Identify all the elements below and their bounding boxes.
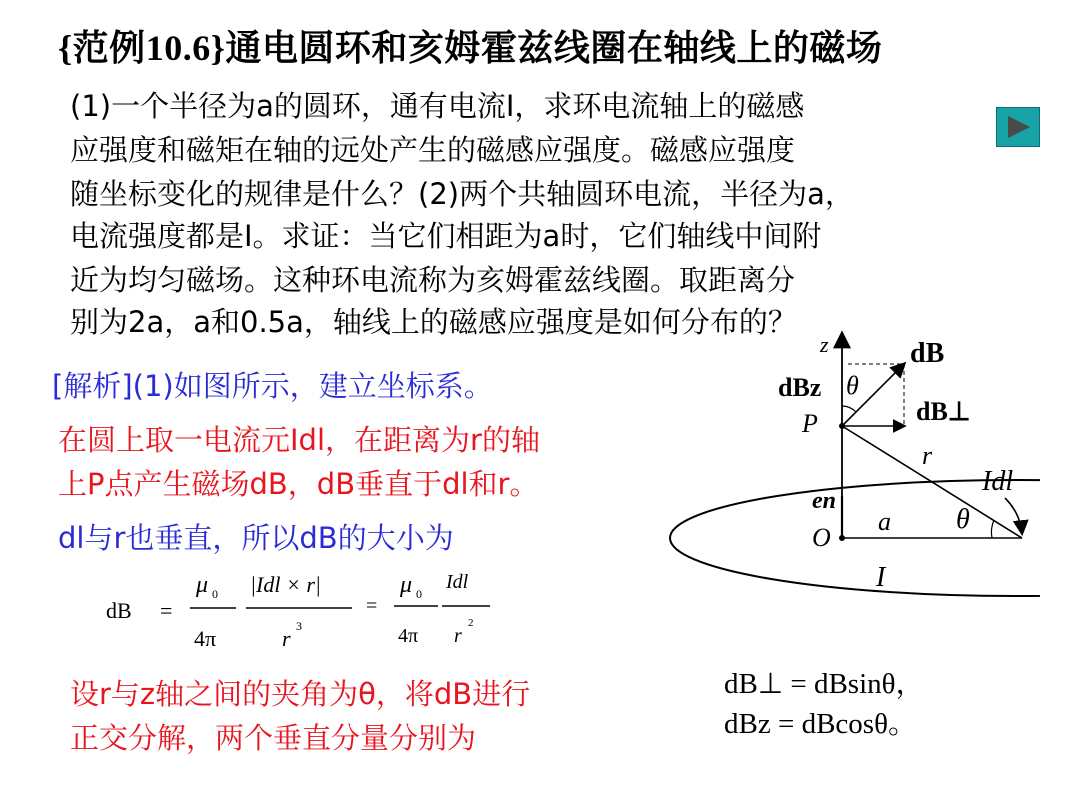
- formula-mu-sub-1: 0: [212, 587, 218, 601]
- solution-red-line-2: 上P点产生磁场dB，dB垂直于dl和r。: [58, 467, 539, 501]
- solution-bottom-line-2: 正交分解，两个垂直分量分别为: [70, 721, 477, 755]
- label-theta-top: θ: [846, 371, 859, 400]
- result-perp: dB⊥ = dBsinθ，: [724, 668, 925, 700]
- formula-den-1: r: [282, 626, 291, 651]
- play-triangle-icon: [997, 108, 1039, 146]
- label-r: r: [922, 441, 933, 470]
- label-idl: Idl: [982, 466, 1014, 497]
- formula-mu-1: μ: [196, 572, 209, 598]
- formula-4pi-2: 4π: [398, 625, 419, 647]
- formula-den-1-exp: 3: [296, 619, 302, 633]
- solution-intro: [解析](1)如图所示，建立坐标系。: [52, 369, 493, 403]
- formula-eq-1: =: [160, 598, 173, 623]
- formula-eq-2: =: [366, 595, 378, 617]
- problem-line-5: 近为均匀磁场。这种环电流称为亥姆霍兹线圈。取距离分: [70, 263, 796, 297]
- problem-line-2: 应强度和磁矩在轴的远处产生的磁感应强度。磁感应强度: [70, 133, 796, 167]
- problem-line-4: 电流强度都是I。求证：当它们相距为a时，它们轴线中间附: [70, 219, 822, 253]
- label-en: en: [812, 488, 836, 514]
- formula-mu-sub-2: 0: [416, 587, 422, 601]
- label-o: O: [812, 523, 831, 552]
- label-dbperp: dB⊥: [916, 397, 971, 426]
- page-title: [58, 18, 882, 79]
- label-p: P: [802, 409, 818, 438]
- formula-num-2: Idl: [446, 571, 469, 593]
- next-slide-button[interactable]: [996, 107, 1040, 147]
- problem-line-1: (1)一个半径为a的圆环，通有电流I，求环电流轴上的磁感: [70, 89, 805, 123]
- solution-blue-line: dl与r也垂直，所以dB的大小为: [58, 521, 454, 555]
- problem-line-3: 随坐标变化的规律是什么？(2)两个共轴圆环电流，半径为a，: [70, 177, 854, 211]
- formula-mu-2: μ: [400, 572, 413, 598]
- solution-red-line-1: 在圆上取一电流元Idl，在距离为r的轴: [58, 423, 540, 457]
- ring-diagram: [660, 328, 1040, 608]
- label-z: z: [820, 332, 829, 357]
- label-a: a: [878, 507, 891, 536]
- label-dbz: dBz: [778, 373, 822, 402]
- formula-den-2-exp: 2: [468, 617, 474, 629]
- label-i: I: [876, 562, 886, 593]
- formula-lhs: dB: [106, 598, 132, 623]
- formula-num-1: |Idl × r|: [250, 572, 321, 597]
- title-brace-open: {范例: [58, 28, 146, 68]
- formula-den-2: r: [454, 625, 462, 647]
- title-brace-close: }: [210, 28, 226, 68]
- label-theta-bottom: θ: [956, 504, 970, 535]
- formula-4pi-1: 4π: [194, 626, 217, 651]
- result-z: dBz = dBcosθ。: [724, 708, 917, 740]
- solution-bottom-line-1: 设r与z轴之间的夹角为θ，将dB进行: [70, 677, 531, 711]
- problem-line-6: 别为2a，a和0.5a，轴线上的磁感应强度是如何分布的？: [70, 305, 797, 339]
- title-number: 10.6: [145, 28, 211, 68]
- title-text: 通电圆环和亥姆霍兹线圈在轴线上的磁场: [225, 28, 883, 69]
- label-db: dB: [910, 338, 945, 369]
- db-formula: [100, 562, 510, 662]
